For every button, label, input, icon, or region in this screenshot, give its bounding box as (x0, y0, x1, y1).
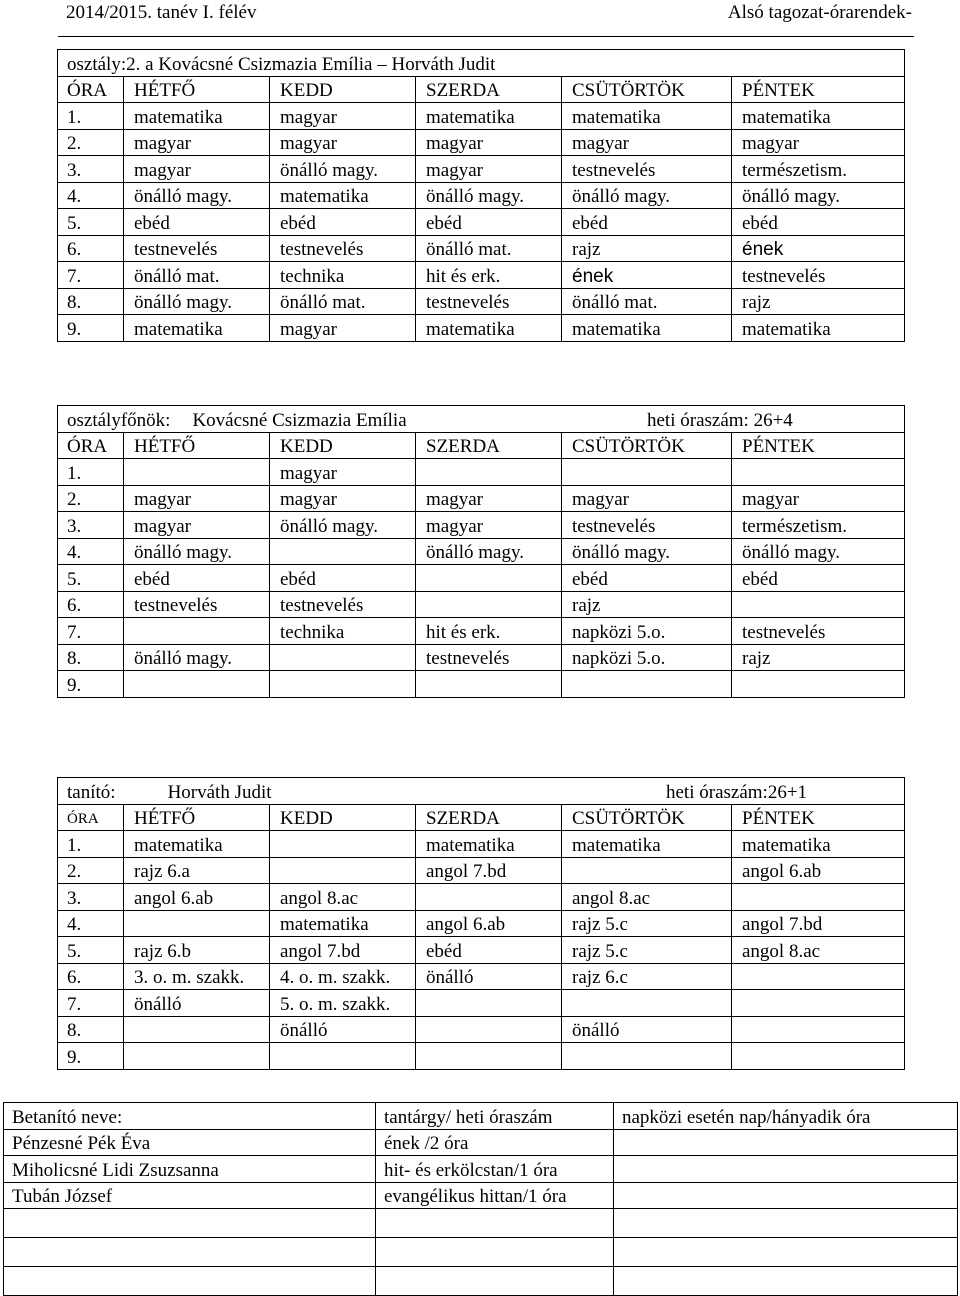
lesson-cell: 4. o. m. szakk. (270, 963, 416, 990)
period-number: 8. (58, 644, 124, 671)
teacher-timetable (57, 777, 905, 1070)
period-number: 4. (58, 182, 124, 209)
lesson-cell: angol 7.bd (416, 857, 562, 884)
lesson-cell: napközi 5.o. (562, 644, 732, 671)
period-number: 1. (58, 103, 124, 130)
lesson-cell: magyar (124, 485, 270, 512)
lesson-cell (416, 591, 562, 618)
table-row (58, 591, 905, 618)
period-number: 1. (58, 459, 124, 486)
column-header: CSÜTÖRTÖK (562, 804, 732, 831)
table-row (58, 963, 905, 990)
period-number: 9. (58, 315, 124, 342)
lesson-cell: ebéd (124, 209, 270, 236)
lesson-cell: önálló magy. (562, 182, 732, 209)
column-header: napközi esetén nap/hányadik óra (614, 1103, 958, 1130)
table-row (58, 937, 905, 964)
lesson-cell: angol 6.ab (416, 910, 562, 937)
lesson-cell: magyar (270, 103, 416, 130)
column-header: SZERDA (416, 804, 562, 831)
teacher-name: Horváth Judit (167, 781, 272, 803)
period-number: 9. (58, 671, 124, 698)
lesson-cell (732, 884, 905, 911)
table-row (4, 1129, 958, 1156)
table-row (4, 1182, 958, 1209)
lesson-cell: rajz (562, 591, 732, 618)
lesson-cell: önálló magy. (124, 288, 270, 315)
table-row (58, 262, 905, 289)
lesson-cell: ének (732, 235, 905, 262)
lesson-cell: önálló magy. (124, 182, 270, 209)
lesson-cell: ebéd (732, 565, 905, 592)
lesson-cell (732, 591, 905, 618)
table-row (58, 459, 905, 486)
lesson-cell (124, 910, 270, 937)
lesson-cell: testnevelés (416, 288, 562, 315)
lesson-cell: angol 6.ab (732, 857, 905, 884)
column-header: HÉTFŐ (124, 76, 270, 103)
lesson-cell: testnevelés (562, 156, 732, 183)
lesson-cell: matematika (732, 831, 905, 858)
period-number: 7. (58, 618, 124, 645)
column-header: KEDD (270, 804, 416, 831)
lesson-cell: 3. o. m. szakk. (124, 963, 270, 990)
lesson-cell (732, 1016, 905, 1043)
lesson-cell: magyar (562, 485, 732, 512)
lesson-cell (270, 538, 416, 565)
lesson-cell: testnevelés (270, 235, 416, 262)
lesson-cell: testnevelés (416, 644, 562, 671)
lesson-cell: angol 6.ab (124, 884, 270, 911)
class-caption: osztály:2. a Kovácsné Csizmazia Emília – Horváth Judit (58, 50, 905, 77)
column-header: SZERDA (416, 432, 562, 459)
period-number: 6. (58, 963, 124, 990)
lesson-cell: magyar (416, 485, 562, 512)
lesson-cell: testnevelés (124, 591, 270, 618)
period-number: 3. (58, 884, 124, 911)
table-row (58, 831, 905, 858)
table-row (58, 512, 905, 539)
column-header: tantárgy/ heti óraszám (376, 1103, 614, 1130)
table-row (58, 156, 905, 183)
lesson-cell: testnevelés (732, 262, 905, 289)
lesson-cell: önálló magy. (416, 538, 562, 565)
empty-row (4, 1238, 958, 1267)
weekly-hours: heti óraszám: 26+4 (647, 409, 793, 431)
lesson-cell: önálló magy. (732, 538, 905, 565)
lesson-cell: önálló (270, 1016, 416, 1043)
lesson-cell: testnevelés (124, 235, 270, 262)
lesson-cell: természetism. (732, 156, 905, 183)
lesson-cell (416, 1043, 562, 1070)
lesson-cell: magyar (732, 485, 905, 512)
teacher-caption (58, 406, 905, 433)
period-number: 6. (58, 235, 124, 262)
empty-cell (376, 1267, 614, 1296)
period-number: 1. (58, 831, 124, 858)
lesson-cell (732, 963, 905, 990)
table-row (58, 235, 905, 262)
subject-cell: evangélikus hittan/1 óra (376, 1182, 614, 1209)
lesson-cell: ebéd (124, 565, 270, 592)
lesson-cell (416, 671, 562, 698)
lesson-cell (732, 671, 905, 698)
table-row (58, 485, 905, 512)
lesson-cell: magyar (416, 156, 562, 183)
column-header: PÉNTEK (732, 76, 905, 103)
weekly-hours: heti óraszám:26+1 (666, 781, 808, 803)
lesson-cell: angol 7.bd (732, 910, 905, 937)
period-number: 2. (58, 485, 124, 512)
lesson-cell: matematika (124, 103, 270, 130)
lesson-cell: ebéd (562, 565, 732, 592)
lesson-cell: matematika (732, 315, 905, 342)
lesson-cell (270, 1043, 416, 1070)
class-2a-timetable (57, 49, 905, 342)
lesson-cell: önálló magy. (270, 156, 416, 183)
lesson-cell: természetism. (732, 512, 905, 539)
lesson-cell (562, 1043, 732, 1070)
lesson-cell: matematika (732, 103, 905, 130)
empty-row (4, 1267, 958, 1296)
period-number: 9. (58, 1043, 124, 1070)
lesson-cell (562, 857, 732, 884)
lesson-cell: magyar (124, 156, 270, 183)
lesson-cell: önálló mat. (416, 235, 562, 262)
lesson-cell (416, 459, 562, 486)
table-row (58, 182, 905, 209)
lesson-cell (732, 990, 905, 1017)
lesson-cell: önálló mat. (562, 288, 732, 315)
table-row (58, 884, 905, 911)
lesson-cell: magyar (270, 459, 416, 486)
period-number: 3. (58, 512, 124, 539)
lesson-cell (416, 1016, 562, 1043)
empty-cell (4, 1209, 376, 1238)
empty-row (4, 1209, 958, 1238)
period-number: 8. (58, 1016, 124, 1043)
table-row (58, 1043, 905, 1070)
lesson-cell (270, 831, 416, 858)
teacher-name: Kovácsné Csizmazia Emília (192, 409, 407, 431)
lesson-cell (562, 671, 732, 698)
lesson-cell (732, 459, 905, 486)
table-row (58, 671, 905, 698)
lesson-cell: önálló (416, 963, 562, 990)
lesson-cell: testnevelés (270, 591, 416, 618)
lesson-cell: 5. o. m. szakk. (270, 990, 416, 1017)
lesson-cell: matematika (270, 910, 416, 937)
period-number: 6. (58, 591, 124, 618)
lesson-cell: magyar (124, 512, 270, 539)
column-header: KEDD (270, 432, 416, 459)
subject-cell: ének /2 óra (376, 1129, 614, 1156)
lesson-cell: ének (562, 262, 732, 289)
lesson-cell: matematika (124, 831, 270, 858)
lesson-cell: magyar (270, 485, 416, 512)
teacher-caption (58, 778, 905, 805)
column-header: Betanító neve: (4, 1103, 376, 1130)
column-header: ÓRA (58, 76, 124, 103)
table-row (58, 857, 905, 884)
lesson-cell: angol 7.bd (270, 937, 416, 964)
period-number: 3. (58, 156, 124, 183)
column-header: HÉTFŐ (124, 432, 270, 459)
table-row (58, 103, 905, 130)
afterschool-cell (614, 1156, 958, 1183)
column-header: HÉTFŐ (124, 804, 270, 831)
lesson-cell: hit és erk. (416, 618, 562, 645)
lesson-cell: rajz (562, 235, 732, 262)
lesson-cell: matematika (416, 831, 562, 858)
lesson-cell: magyar (124, 129, 270, 156)
teacher-name-cell: Pénzesné Pék Éva (4, 1129, 376, 1156)
lesson-cell: önálló magy. (416, 182, 562, 209)
period-number: 4. (58, 538, 124, 565)
empty-cell (614, 1209, 958, 1238)
lesson-cell: matematika (416, 103, 562, 130)
lesson-cell: matematika (416, 315, 562, 342)
table-row (58, 538, 905, 565)
lesson-cell: matematika (562, 831, 732, 858)
lesson-cell: hit és erk. (416, 262, 562, 289)
lesson-cell: rajz 6.c (562, 963, 732, 990)
lesson-cell (416, 990, 562, 1017)
column-header: SZERDA (416, 76, 562, 103)
empty-cell (614, 1238, 958, 1267)
afterschool-cell (614, 1129, 958, 1156)
lesson-cell: önálló magy. (124, 644, 270, 671)
column-header: ÓRA (58, 804, 124, 831)
lesson-cell: technika (270, 618, 416, 645)
subject-cell: hit- és erkölcstan/1 óra (376, 1156, 614, 1183)
header-divider (58, 36, 914, 37)
other-teachers-table (3, 1102, 958, 1296)
lesson-cell (124, 459, 270, 486)
lesson-cell: önálló mat. (270, 288, 416, 315)
lesson-cell: ebéd (562, 209, 732, 236)
empty-cell (4, 1238, 376, 1267)
period-number: 5. (58, 565, 124, 592)
period-number: 5. (58, 937, 124, 964)
lesson-cell: ebéd (732, 209, 905, 236)
lesson-cell: magyar (416, 129, 562, 156)
lesson-cell (270, 857, 416, 884)
lesson-cell: önálló (124, 990, 270, 1017)
period-number: 4. (58, 910, 124, 937)
lesson-cell: magyar (416, 512, 562, 539)
column-header: CSÜTÖRTÖK (562, 432, 732, 459)
lesson-cell: matematika (124, 315, 270, 342)
period-number: 7. (58, 990, 124, 1017)
afterschool-cell (614, 1182, 958, 1209)
lesson-cell: rajz 6.a (124, 857, 270, 884)
lesson-cell (416, 565, 562, 592)
empty-cell (614, 1267, 958, 1296)
period-number: 2. (58, 857, 124, 884)
lesson-cell (732, 1043, 905, 1070)
table-row (58, 565, 905, 592)
column-header: KEDD (270, 76, 416, 103)
table-row (58, 315, 905, 342)
lesson-cell: rajz 5.c (562, 910, 732, 937)
column-header: ÓRA (58, 432, 124, 459)
lesson-cell: magyar (270, 129, 416, 156)
table-row (58, 618, 905, 645)
column-header: CSÜTÖRTÖK (562, 76, 732, 103)
lesson-cell: testnevelés (562, 512, 732, 539)
document-header-right: Alsó tagozat-órarendek- (727, 2, 912, 23)
column-header: PÉNTEK (732, 804, 905, 831)
lesson-cell: ebéd (270, 209, 416, 236)
lesson-cell: önálló magy. (270, 512, 416, 539)
lesson-cell: ebéd (270, 565, 416, 592)
lesson-cell: önálló magy. (124, 538, 270, 565)
lesson-cell (416, 884, 562, 911)
lesson-cell (562, 459, 732, 486)
lesson-cell: magyar (732, 129, 905, 156)
period-number: 7. (58, 262, 124, 289)
lesson-cell: magyar (270, 315, 416, 342)
teacher-name-cell: Miholicsné Lidi Zsuzsanna (4, 1156, 376, 1183)
lesson-cell: angol 8.ac (270, 884, 416, 911)
teacher-name-cell: Tubán József (4, 1182, 376, 1209)
lesson-cell: rajz 6.b (124, 937, 270, 964)
lesson-cell: rajz (732, 288, 905, 315)
caption-label: tanító: (67, 781, 116, 803)
lesson-cell (270, 671, 416, 698)
period-number: 8. (58, 288, 124, 315)
table-row (4, 1156, 958, 1183)
homeroom-teacher-timetable (57, 405, 905, 698)
lesson-cell: angol 8.ac (562, 884, 732, 911)
table-row (58, 910, 905, 937)
lesson-cell (124, 1016, 270, 1043)
empty-cell (376, 1209, 614, 1238)
lesson-cell: rajz (732, 644, 905, 671)
lesson-cell: napközi 5.o. (562, 618, 732, 645)
lesson-cell: technika (270, 262, 416, 289)
lesson-cell: testnevelés (732, 618, 905, 645)
lesson-cell: ebéd (416, 937, 562, 964)
period-number: 5. (58, 209, 124, 236)
lesson-cell: matematika (562, 103, 732, 130)
empty-cell (4, 1267, 376, 1296)
table-row (58, 288, 905, 315)
lesson-cell: ebéd (416, 209, 562, 236)
document-header-left: 2014/2015. tanév I. félév (66, 2, 257, 23)
table-row (58, 644, 905, 671)
lesson-cell: matematika (562, 315, 732, 342)
column-header: PÉNTEK (732, 432, 905, 459)
empty-cell (376, 1238, 614, 1267)
lesson-cell: matematika (270, 182, 416, 209)
lesson-cell: önálló magy. (732, 182, 905, 209)
lesson-cell (124, 1043, 270, 1070)
period-number: 2. (58, 129, 124, 156)
lesson-cell: önálló magy. (562, 538, 732, 565)
lesson-cell (562, 990, 732, 1017)
table-row (58, 990, 905, 1017)
lesson-cell (270, 644, 416, 671)
lesson-cell: rajz 5.c (562, 937, 732, 964)
table-row (58, 209, 905, 236)
lesson-cell (124, 618, 270, 645)
caption-label: osztályfőnök: (67, 409, 171, 431)
lesson-cell (124, 671, 270, 698)
lesson-cell: önálló (562, 1016, 732, 1043)
table-row (58, 1016, 905, 1043)
lesson-cell: önálló mat. (124, 262, 270, 289)
table-row (58, 129, 905, 156)
lesson-cell: magyar (562, 129, 732, 156)
lesson-cell: angol 8.ac (732, 937, 905, 964)
